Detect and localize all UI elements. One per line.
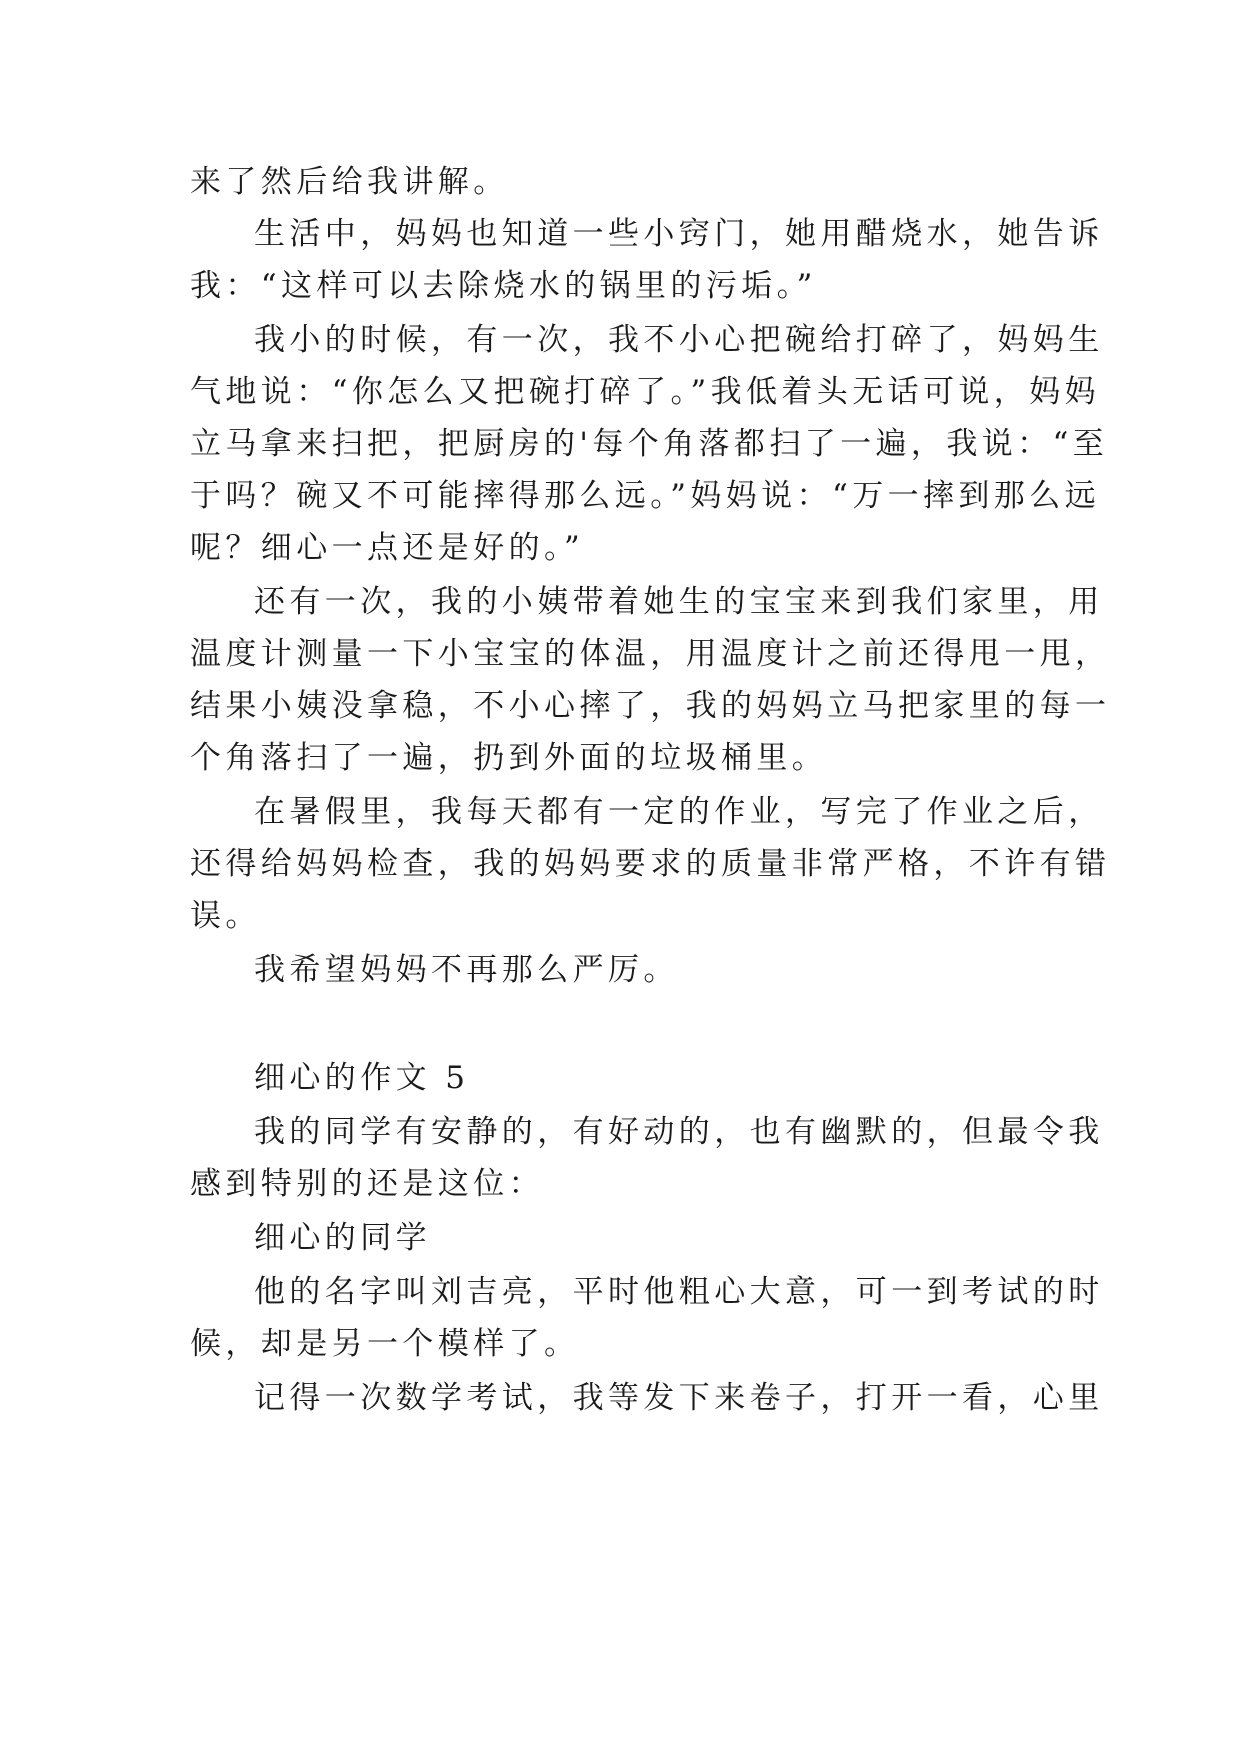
- paragraph-line: 还得给妈妈检查，我的妈妈要求的质量非常严格，不许有错: [190, 846, 1111, 882]
- paragraph-line: 生活中，妈妈也知道一些小窍门，她用醋烧水，她告诉: [254, 216, 1104, 252]
- paragraph-line: 细心的同学: [254, 1220, 431, 1256]
- paragraph-line: 我的同学有安静的，有好动的，也有幽默的，但最令我: [254, 1114, 1104, 1150]
- paragraph-line: 还有一次，我的小姨带着她生的宝宝来到我们家里，用: [254, 584, 1104, 620]
- paragraph-line: 误。: [190, 898, 261, 934]
- paragraph-line: 候，却是另一个模样了。: [190, 1326, 580, 1362]
- paragraph-line: 温度计测量一下小宝宝的体温，用温度计之前还得甩一甩，: [190, 636, 1111, 672]
- paragraph-line: 来了然后给我讲解。: [190, 164, 509, 200]
- paragraph-line: 我小的时候，有一次，我不小心把碗给打碎了，妈妈生: [254, 322, 1104, 358]
- paragraph-line: 我：“这样可以去除烧水的锅里的污垢。”: [190, 268, 817, 304]
- paragraph-line: 结果小姨没拿稳，不小心摔了，我的妈妈立马把家里的每一: [190, 688, 1111, 724]
- paragraph-line: 气地说：“你怎么又把碗打碎了。”我低着头无话可说，妈妈: [190, 374, 1100, 410]
- paragraph-line: 立马拿来扫把，把厨房的'每个角落都扫了一遍，我说：“至: [190, 426, 1109, 462]
- paragraph-line: 感到特别的还是这位：: [190, 1166, 544, 1202]
- paragraph-line: 我希望妈妈不再那么严厉。: [254, 952, 679, 988]
- paragraph-line: 在暑假里，我每天都有一定的作业，写完了作业之后，: [254, 794, 1104, 830]
- paragraph-line: 他的名字叫刘吉亮，平时他粗心大意，可一到考试的时: [254, 1274, 1104, 1310]
- section-heading: 细心的作文 5: [254, 1060, 470, 1096]
- paragraph-line: 于吗？碗又不可能摔得那么远。”妈妈说：“万一摔到那么远: [190, 478, 1100, 514]
- paragraph-line: 个角落扫了一遍，扔到外面的垃圾桶里。: [190, 740, 828, 776]
- paragraph-line: 记得一次数学考试，我等发下来卷子，打开一看，心里: [254, 1380, 1104, 1416]
- paragraph-line: 呢？细心一点还是好的。”: [190, 530, 585, 566]
